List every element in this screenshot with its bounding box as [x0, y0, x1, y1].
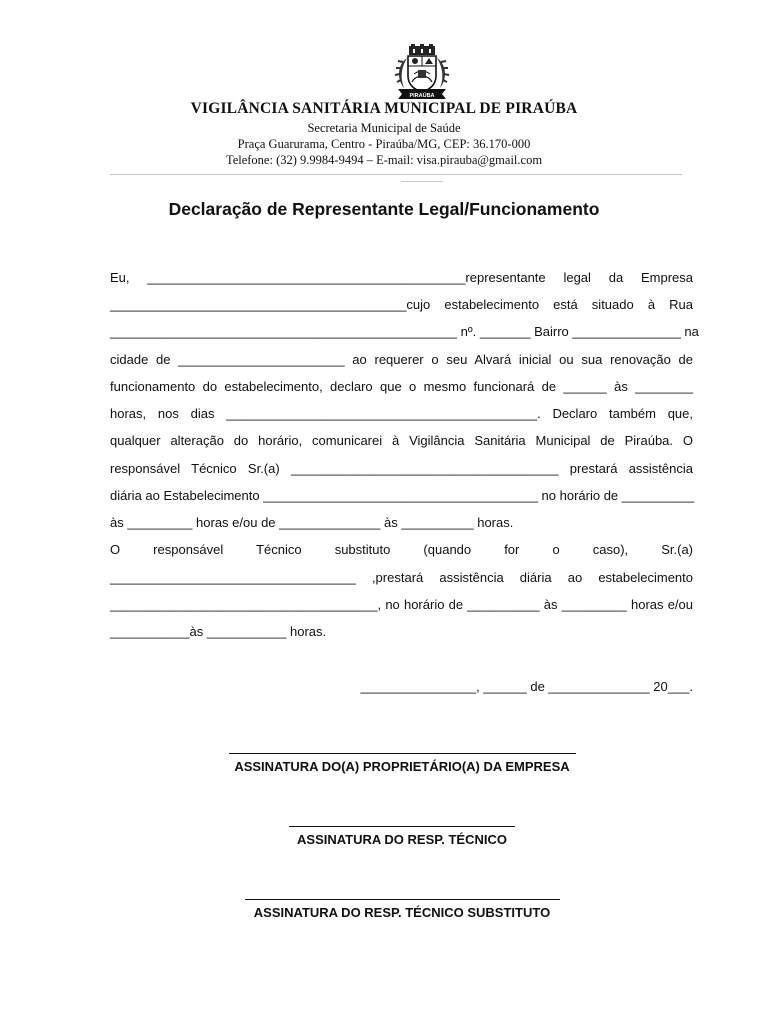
- crest-ribbon-label: PIRAÚBA: [409, 93, 435, 99]
- body-line: horas, nos dias ___________________________________________. Declaro também que,: [110, 406, 693, 421]
- header-title: VIGILÂNCIA SANITÁRIA MUNICIPAL DE PIRAÚBA: [190, 100, 578, 117]
- body-line: ________________________________________________ nº. _______ Bairro _______________ na: [110, 324, 699, 339]
- signature-label-owner: ASSINATURA DO(A) PROPRIETÁRIO(A) DA EMPRESA: [234, 759, 570, 774]
- signature-line-owner: [229, 753, 576, 754]
- document-title: Declaração de Representante Legal/Funcionamento: [168, 199, 600, 219]
- signature-line-technician: [289, 826, 515, 827]
- header-divider: [110, 174, 682, 175]
- body-line: _________________________________________cujo estabelecimento está situado à Rua: [110, 297, 693, 312]
- municipal-crest-icon: [392, 44, 452, 100]
- body-line: O responsável Técnico substituto (quando for o caso), Sr.(a): [110, 542, 693, 557]
- body-line: cidade de _______________________ ao requerer o seu Alvará inicial ou sua renovação de: [110, 352, 693, 367]
- body-line: funcionamento do estabelecimento, declaro que o mesmo funcionará de ______ às ________: [110, 379, 693, 394]
- header-department: Secretaria Municipal de Saúde: [307, 121, 461, 135]
- body-line: diária ao Estabelecimento ______________________________________ no horário de __________: [110, 488, 695, 503]
- body-line: Eu, ____________________________________________representante legal da Empresa: [110, 270, 693, 285]
- header-contact: Telefone: (32) 9.9984-9494 – E-mail: visa.pirauba@gmail.com: [225, 153, 543, 167]
- signature-label-substitute: ASSINATURA DO RESP. TÉCNICO SUBSTITUTO: [253, 905, 551, 920]
- signature-line-substitute: [245, 899, 560, 900]
- body-line: responsável Técnico Sr.(a) _____________________________________ prestará assistência: [110, 461, 693, 476]
- body-line: qualquer alteração do horário, comunicarei à Vigilância Sanitária Municipal de Piraúba. O: [110, 433, 693, 448]
- body-line: __________________________________ ,prestará assistência diária ao estabelecimento: [110, 570, 693, 585]
- body-line: às _________ horas e/ou de ______________ às __________ horas.: [110, 515, 514, 530]
- signature-label-technician: ASSINATURA DO RESP. TÉCNICO: [297, 832, 507, 847]
- body-line: _____________________________________, no horário de __________ às _________ horas e/ou: [110, 597, 693, 612]
- header-divider-short: [401, 181, 443, 182]
- body-line: ___________às ___________ horas.: [110, 624, 327, 639]
- header-address: Praça Guarurama, Centro - Piraúba/MG, CEP: 36.170-000: [237, 137, 531, 151]
- date-line: ________________, ______ de ______________ 20___.: [360, 679, 693, 694]
